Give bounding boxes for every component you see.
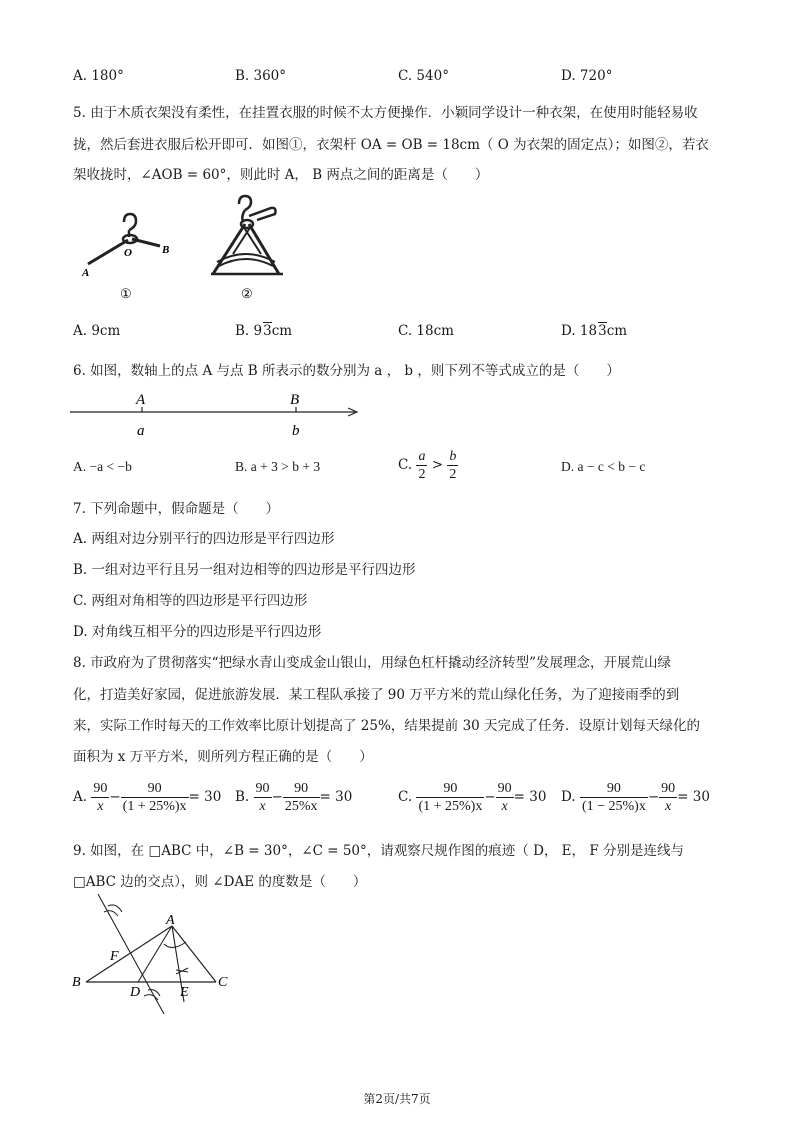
- q8-stem-line4: 面积为 x 万平方米，则所列方程正确的是（ ）: [73, 749, 373, 765]
- q7-option-a: A. 两组对边分别平行的四边形是平行四边形: [73, 531, 335, 547]
- page-footer: 第2页/共7页: [363, 1092, 431, 1106]
- q5-figure1-hanger-open: [80, 210, 190, 302]
- q5-fig2-caption: ②: [241, 286, 253, 300]
- q9-label-d: D: [130, 985, 141, 1000]
- q6-number-line: [70, 388, 365, 440]
- q6-value-b-label: b: [292, 423, 300, 439]
- q5-figure2-hanger-folded: [203, 192, 293, 300]
- q5-fig1-label-a: A: [82, 267, 90, 279]
- q6-value-a-label: a: [137, 423, 145, 439]
- q9-label-f: F: [110, 949, 119, 964]
- q9-label-c: C: [218, 975, 228, 990]
- q8-option-c: C. $\frac{90}{(1 + 25\%)x}$ − $\frac{90}{x}$ = 30: [398, 781, 547, 814]
- q5-stem-line3: 架收拢时，∠AOB = 60°，则此时 A， B 两点之间的距离是（ ）: [73, 167, 489, 183]
- q9-label-e: E: [180, 985, 189, 1000]
- q6-stem: 6. 如图，数轴上的点 A 与点 B 所表示的数分别为 a ， b ，则下列不等式成立的是（ ）: [73, 363, 620, 379]
- q7-option-d: D. 对角线互相平分的四边形是平行四边形: [73, 624, 322, 640]
- q9-stem-line1: 9. 如图，在 □ABC 中，∠B = 30°，∠C = 50°，请观察尺规作图的痕迹（ D， E， F 分别是连线与: [73, 843, 684, 859]
- q5-stem-line1: 5. 由于木质衣架没有柔性，在挂置衣服的时候不太方便操作．小颖同学设计一种衣架，在使用时能轻易收: [73, 105, 698, 121]
- q6-option-b: B. a + 3 > b + 3: [235, 459, 321, 474]
- q4-option-c: C. 540°: [398, 68, 449, 84]
- q6-option-c: C. $\frac{a}{2}$ > $\frac{b}{2}$: [398, 449, 457, 482]
- q6-option-d: D. a − c < b − c: [561, 459, 646, 474]
- q5-fig1-label-o: O: [124, 247, 132, 259]
- q9-construction-figure: [68, 892, 238, 1022]
- q8-stem-line3: 来，实际工作时每天的工作效率比原计划提高了 25%，结果提前 30 天完成了任务．设原计划每天绿化的: [73, 718, 701, 734]
- q7-option-b: B. 一组对边平行且另一组对边相等的四边形是平行四边形: [73, 562, 416, 578]
- q9-label-a: A: [166, 913, 175, 928]
- q5-option-d: D. 183cm: [561, 323, 628, 339]
- q5-fig1-label-b: B: [162, 244, 170, 256]
- q6-point-b-label: B: [290, 392, 300, 408]
- q4-option-a: A. 180°: [73, 68, 124, 84]
- q9-label-b: B: [72, 975, 81, 990]
- q5-option-a: A. 9cm: [73, 323, 121, 339]
- q8-stem-line2: 化，打造美好家园，促进旅游发展．某工程队承接了 90 万平方米的荒山绿化任务，为了迎接雨季的到: [73, 687, 680, 703]
- q5-fig1-caption: ①: [120, 286, 132, 301]
- q8-option-a: A. $\frac{90}{x}$ − $\frac{90}{(1 + 25\%)x}$ = 30: [73, 781, 222, 814]
- q7-stem: 7. 下列命题中，假命题是（ ）: [73, 501, 280, 517]
- q6-option-a: A. −a < −b: [73, 459, 132, 474]
- q5-option-b: B. 93cm: [235, 323, 293, 339]
- q5-stem-line2: 拢，然后套进衣服后松开即可．如图①，衣架杆 OA = OB = 18cm（ O 为衣架的固定点）；如图②，若衣: [73, 137, 709, 153]
- q6-point-a-label: A: [136, 392, 146, 408]
- q8-option-b: B. $\frac{90}{x}$ − $\frac{90}{25\%x}$ = 30: [235, 781, 353, 814]
- q7-option-c: C. 两组对角相等的四边形是平行四边形: [73, 593, 308, 609]
- q4-option-d: D. 720°: [561, 68, 613, 84]
- q8-stem-line1: 8. 市政府为了贯彻落实“把绿水青山变成金山银山，用绿色杠杆撬动经济转型”发展理念，开展荒山绿: [73, 655, 671, 671]
- q8-option-d: D. $\frac{90}{(1 - 25\%)x}$ − $\frac{90}{x}$ = 30: [561, 781, 710, 814]
- q9-stem-line2: □ABC 边的交点），则 ∠DAE 的度数是（ ）: [73, 874, 367, 890]
- q4-option-b: B. 360°: [235, 68, 287, 84]
- q5-option-c: C. 18cm: [398, 323, 454, 339]
